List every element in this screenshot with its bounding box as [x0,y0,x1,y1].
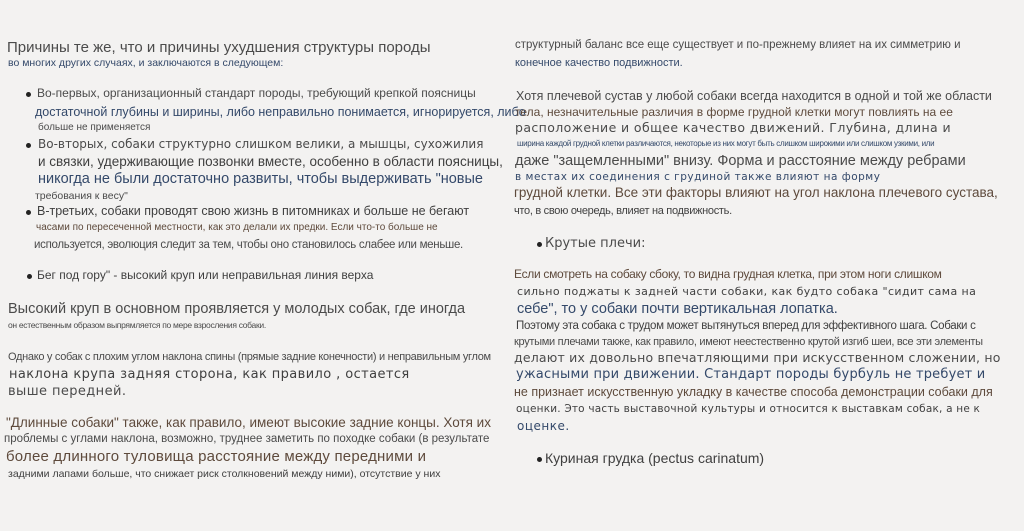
left-paragraph-1-line-2: во многих других случаях, и заключаются в следующем: [8,57,284,69]
right-paragraph-3-line-2: сильно поджаты к задней части собаки, как будто собака "сидит сама на [517,285,977,298]
right-paragraph-2-line-7: грудной клетки. Все эти факторы влияют на угол наклона плечевого сустава, [514,185,998,200]
left-bullet-2-line-1: Во-вторых, собаки структурно слишком велики, а мышцы, сухожилия [38,137,484,151]
left-paragraph-4-line-1: "Длинные собаки" также, как правило, имеют высокие задние концы. Хотя их [6,415,491,430]
left-bullet-3-line-3: используется, эволюция следит за тем, чтобы оно становилось слабее или меньше. [34,239,463,251]
bullet-icon [26,210,31,215]
left-paragraph-4-line-2: проблемы с углами наклона, возможно, труднее заметить по походке собаки (в результате [4,433,490,445]
right-paragraph-3-line-1: Если смотреть на собаку сбоку, то видна грудная клетка, при этом ноги слишком [514,267,942,281]
bullet-icon [537,242,542,247]
right-paragraph-2-line-8: что, в свою очередь, влияет на подвижность. [514,205,732,217]
right-paragraph-3-line-7: ужасными при движении. Стандарт породы бурбуль не требует и [516,367,986,382]
right-paragraph-1-line-1: структурный баланс все еще существует и по-прежнему влияет на их симметрию и [515,39,961,51]
right-paragraph-3-line-10: оценке. [517,419,570,433]
bullet-icon [26,143,31,148]
right-paragraph-3-line-8: не признает искусственную укладку в качестве способа демонстрации собаки для [514,385,993,399]
right-paragraph-3-line-5: крутыми плечами также, как правило, имеют неестественно крутой изгиб шеи, все эти элементы [514,336,983,348]
left-paragraph-2-line-2: он естественным образом выпрямляется по мере взросления собаки. [8,320,266,330]
right-bullet-2: Куриная грудка (pectus carinatum) [545,450,765,466]
left-bullet-1-line-1: Во-первых, организационный стандарт породы, требующий крепкой поясницы [37,86,476,100]
right-paragraph-2-line-6: в местах их соединения с грудиной также влияют на форму [515,171,881,183]
left-paragraph-3-line-3: выше передней. [8,384,127,399]
bullet-icon [26,92,31,97]
right-paragraph-2-line-2: тела, незначительные различия в форме грудной клетки могут повлиять на ее [515,105,953,119]
bullet-icon [27,274,32,279]
left-bullet-3-line-2: часами по пересеченной местности, как это делали их предки. Если что-то больше не [36,222,438,233]
left-bullet-2-line-3: никогда не были достаточно развиты, чтобы выдерживать "новые [38,171,483,187]
left-bullet-3-line-1: В-третьих, собаки проводят свою жизнь в питомниках и больше не бегают [37,204,470,218]
left-paragraph-4-line-4: задними лапами больше, что снижает риск столкновений между ними), отсутствие у них [8,468,441,480]
right-paragraph-2-line-3: расположение и общее качество движений. Глубина, длина и [515,120,952,135]
right-paragraph-2-line-5: даже "защемленными" внизу. Форма и расстояние между ребрами [515,153,966,169]
left-paragraph-3-line-2: наклона крупа задняя сторона, как правило , остается [9,367,410,382]
bullet-icon [537,457,542,462]
right-paragraph-2-line-1: Хотя плечевой сустав у любой собаки всегда находится в одной и той же области [516,89,992,103]
right-bullet-1: Крутые плечи: [545,236,646,251]
right-paragraph-3-line-3: себе", то у собаки почти вертикальная лопатка. [517,301,838,317]
left-bullet-2-line-4: требования к весу" [35,190,128,202]
right-paragraph-3-line-9: оценки. Это часть выставочной культуры и относится к выставкам собак, а не к [516,403,981,415]
left-paragraph-1-line-1: Причины те же, что и причины ухудшения структуры породы [7,39,431,56]
right-paragraph-3-line-6: делают их довольно впечатляющими при искусственном сложении, но [514,350,1001,365]
left-bullet-1-line-3: больше не применяется [38,122,151,133]
right-paragraph-3-line-4: Поэтому эта собака с трудом может вытянуться вперед для эффективного шага. Собаки с [516,320,976,332]
left-paragraph-3-line-1: Однако у собак с плохим углом наклона спины (прямые задние конечности) и неправильным углом [8,351,491,363]
right-paragraph-1-line-2: конечное качество подвижности. [515,57,683,69]
left-paragraph-4-line-3: более длинного туловища расстояние между передними и [6,448,427,465]
left-bullet-4-line-1: Бег под гору" - высокий круп или неправильная линия верха [37,268,374,282]
left-paragraph-2-line-1: Высокий круп в основном проявляется у молодых собак, где иногда [8,301,466,317]
left-bullet-2-line-2: и связки, удерживающие позвонки вместе, особенно в области поясницы, [38,154,503,169]
right-paragraph-2-line-4: ширина каждой грудной клетки различаются, некоторые из них могут быть слишком широкими или слишком узкими, или [517,139,935,148]
left-bullet-1-line-2: достаточной глубины и ширины, либо неправильно понимается, игнорируется, либо [35,105,526,119]
